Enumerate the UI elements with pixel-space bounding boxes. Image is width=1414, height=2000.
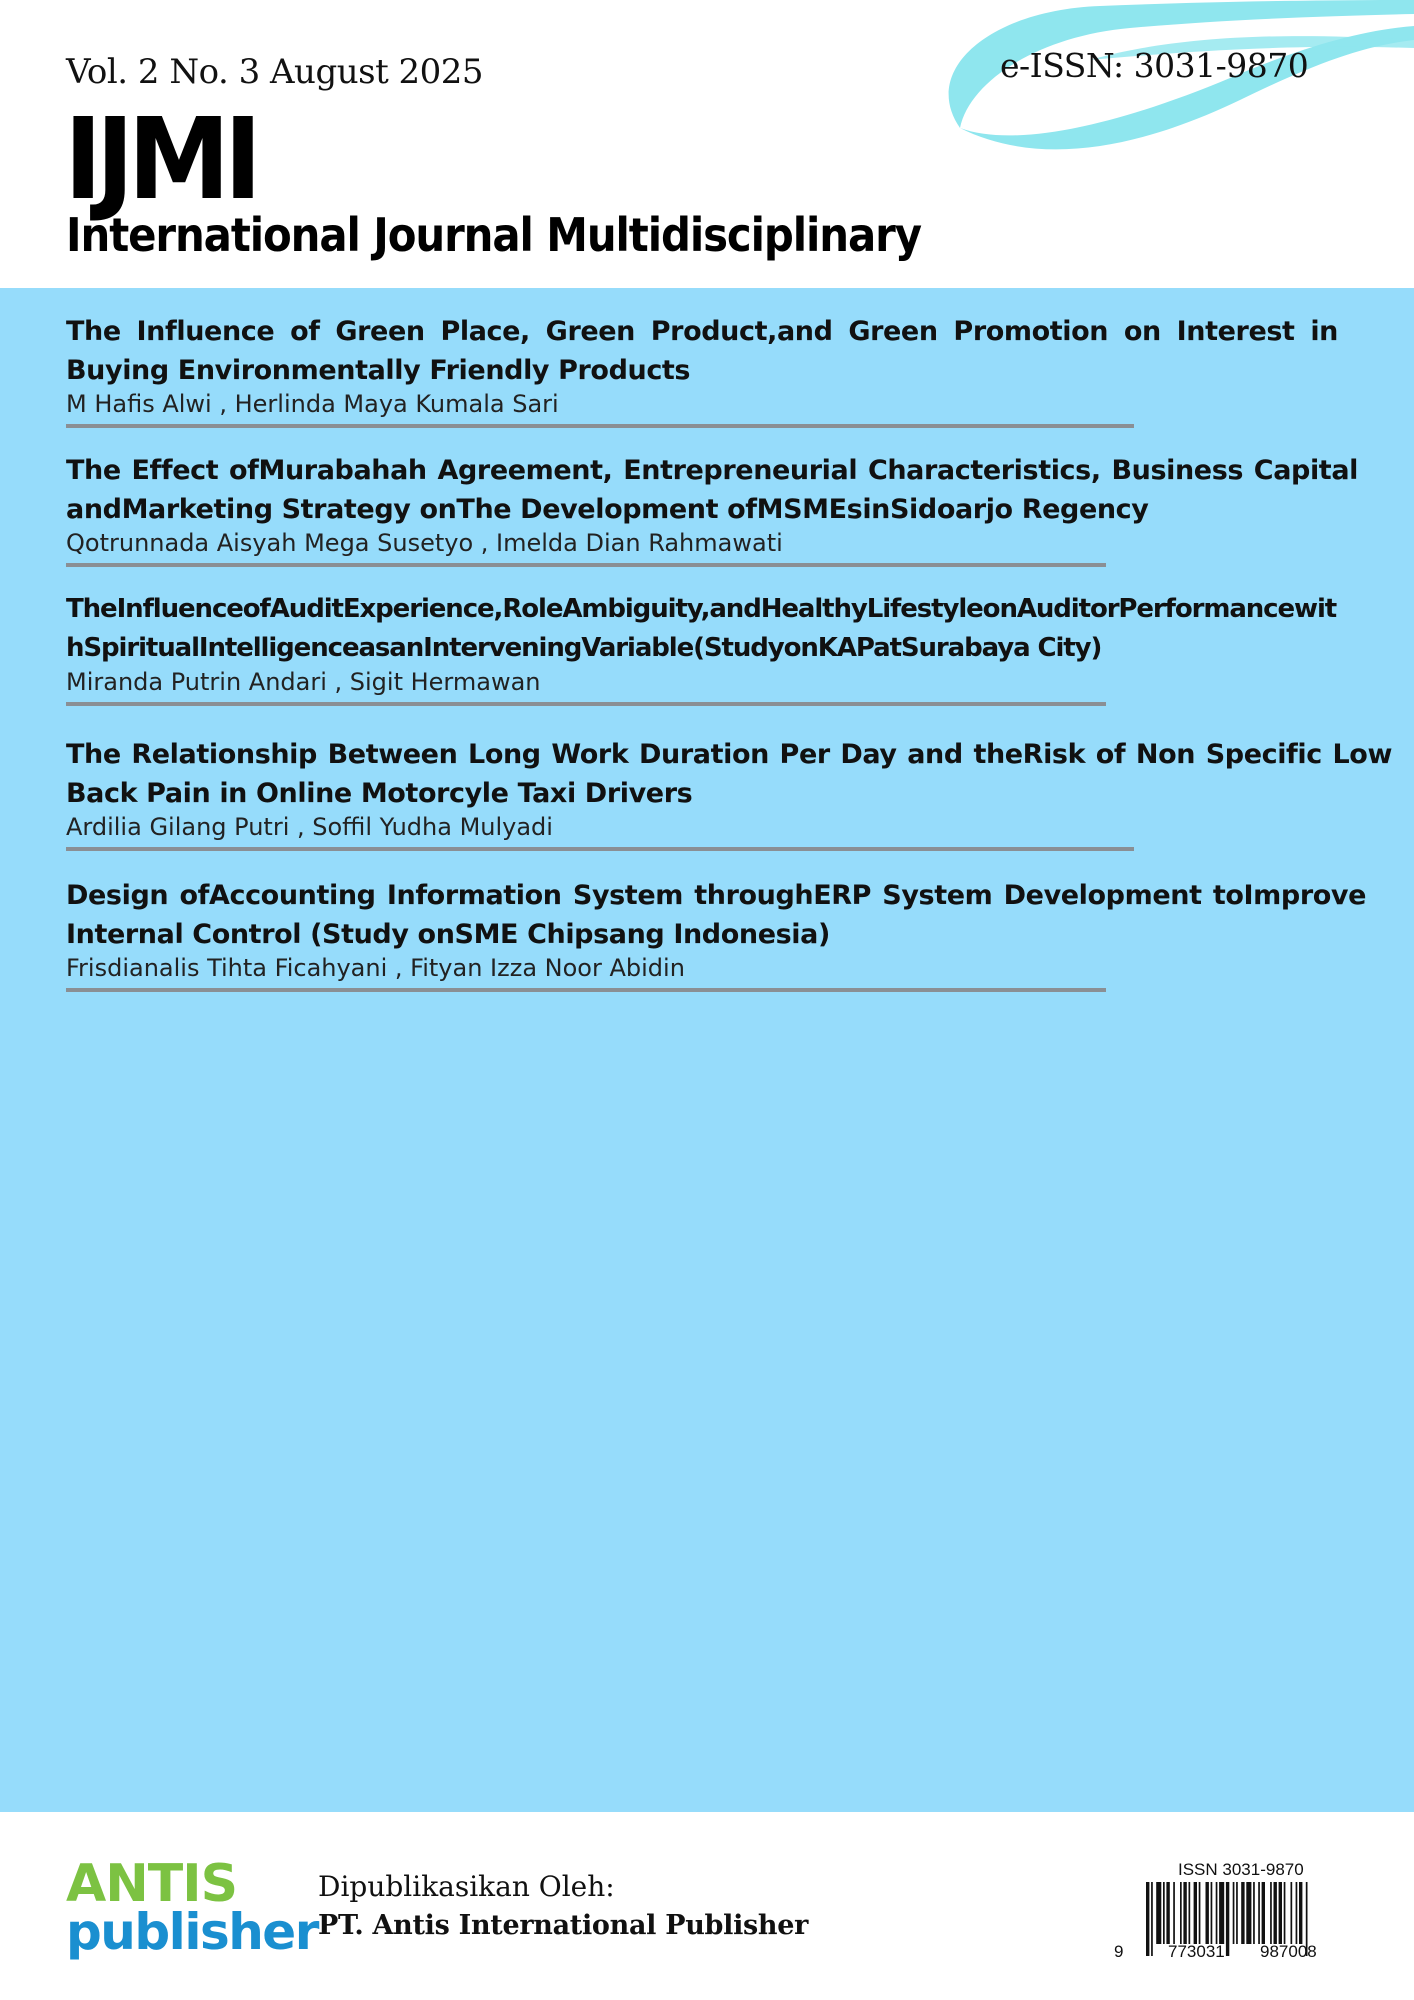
barcode-bar [1226, 1882, 1229, 1956]
volume-issue-line: Vol. 2 No. 3 August 2025 [66, 52, 484, 92]
barcode-bar [1146, 1882, 1149, 1956]
barcode-bar [1284, 1882, 1286, 1944]
barcode-bar [1299, 1882, 1302, 1944]
barcode-bar [1219, 1882, 1224, 1944]
barcode-bar [1274, 1882, 1277, 1944]
article-title: The Influence of Green Place, Green Product,and Green Promotion on Interest in Buying Environmentally Friendly Products [66, 316, 1338, 386]
article-entry-2 [66, 451, 1358, 567]
article-title: The Effect ofMurabahah Agreement, Entrepreneurial Characteristics, Business Capital andMarketing Strategy onThe Development ofMSMEsinSidoarjo Regency [66, 455, 1358, 525]
barcode-bar [1189, 1882, 1191, 1944]
publisher-name: PT. Antis International Publisher [318, 1910, 809, 1941]
logo-wordmark-top: ANTIS [66, 1854, 238, 1914]
barcode-bar [1163, 1882, 1165, 1944]
barcode-bar [1258, 1882, 1260, 1944]
barcode-bar [1199, 1882, 1201, 1944]
barcode-bar [1233, 1882, 1235, 1944]
barcode-bar [1166, 1882, 1169, 1944]
article-title: The Relationship Between Long Work Duration Per Day and theRisk of Non Specific Low Back Pain in Online Motorcyle Taxi Drivers [66, 739, 1392, 809]
article-title: Design ofAccounting Information System throughERP System Development toImprove Internal Control (Study onSME Chipsang Indonesia) [66, 880, 1366, 950]
antis-publisher-logo [66, 1854, 318, 1961]
barcode-issn-label: ISSN 3031-9870 [1178, 1860, 1304, 1879]
article-divider [66, 424, 1134, 428]
barcode-bar [1241, 1882, 1244, 1944]
barcode-bar [1296, 1882, 1298, 1944]
article-authors: Qotrunnada Aisyah Mega Susetyo , Imelda Dian Rahmawati [66, 529, 783, 557]
article-authors: M Hafis Alwi , Herlinda Maya Kumala Sari [66, 390, 559, 418]
article-divider [66, 847, 1134, 851]
barcode-bar [1151, 1882, 1153, 1956]
barcode-bar [1180, 1882, 1182, 1944]
journal-abbreviation: IJMI [64, 95, 256, 225]
barcode-bar [1206, 1882, 1209, 1944]
barcode-bar [1194, 1882, 1197, 1944]
barcode-bar [1156, 1882, 1161, 1944]
barcode-bar [1211, 1882, 1213, 1944]
barcode-bar [1173, 1882, 1175, 1944]
article-entry-3 [66, 590, 1342, 706]
logo-wordmark-bottom: publisher [66, 1903, 318, 1961]
barcode-digit-lead: 9 [1114, 1942, 1124, 1961]
barcode-bar [1291, 1882, 1293, 1944]
article-divider [66, 702, 1106, 706]
barcode-bar [1216, 1882, 1218, 1944]
barcode-bar [1279, 1882, 1282, 1944]
journal-full-name: International Journal Multidisciplinary [66, 208, 921, 262]
barcode-digits-right: 987008 [1260, 1942, 1317, 1961]
cover-header [0, 0, 1414, 288]
barcode-bar [1253, 1882, 1255, 1944]
barcode-bars [1132, 1882, 1358, 1962]
article-entry-1 [66, 312, 1338, 428]
barcode-digits-left: 773031 [1168, 1942, 1225, 1961]
cover-footer [0, 1812, 1414, 2000]
eissn-label: e-ISSN: 3031-9870 [1000, 46, 1309, 85]
barcode-bar [1183, 1882, 1186, 1944]
barcode-bar [1262, 1882, 1265, 1944]
article-entry-5 [66, 876, 1366, 992]
article-authors: Miranda Putrin Andari , Sigit Hermawan [66, 668, 541, 696]
published-by-label: Dipublikasikan Oleh: [318, 1870, 615, 1903]
issn-barcode [1110, 1860, 1360, 1980]
article-authors: Ardilia Gilang Putri , Soffil Yudha Mulyadi [66, 813, 553, 841]
wave-swoosh-decoration [900, 0, 1414, 180]
barcode-bar [1236, 1882, 1238, 1944]
article-list-panel [0, 288, 1414, 1812]
barcode-bar [1246, 1882, 1251, 1944]
article-divider [66, 563, 1106, 567]
article-divider [66, 988, 1106, 992]
article-title: TheInfluenceofAuditExperience,RoleAmbiguity,andHealthyLifestyleonAuditorPerformancewithSpiritualIntelligenceasanInterveningVariable(StudyonKAPatSurabaya City) [66, 594, 1337, 663]
article-entry-4 [66, 735, 1392, 851]
article-authors: Frisdianalis Tihta Ficahyani , Fityan Izza Noor Abidin [66, 954, 685, 982]
barcode-bar [1270, 1882, 1272, 1944]
